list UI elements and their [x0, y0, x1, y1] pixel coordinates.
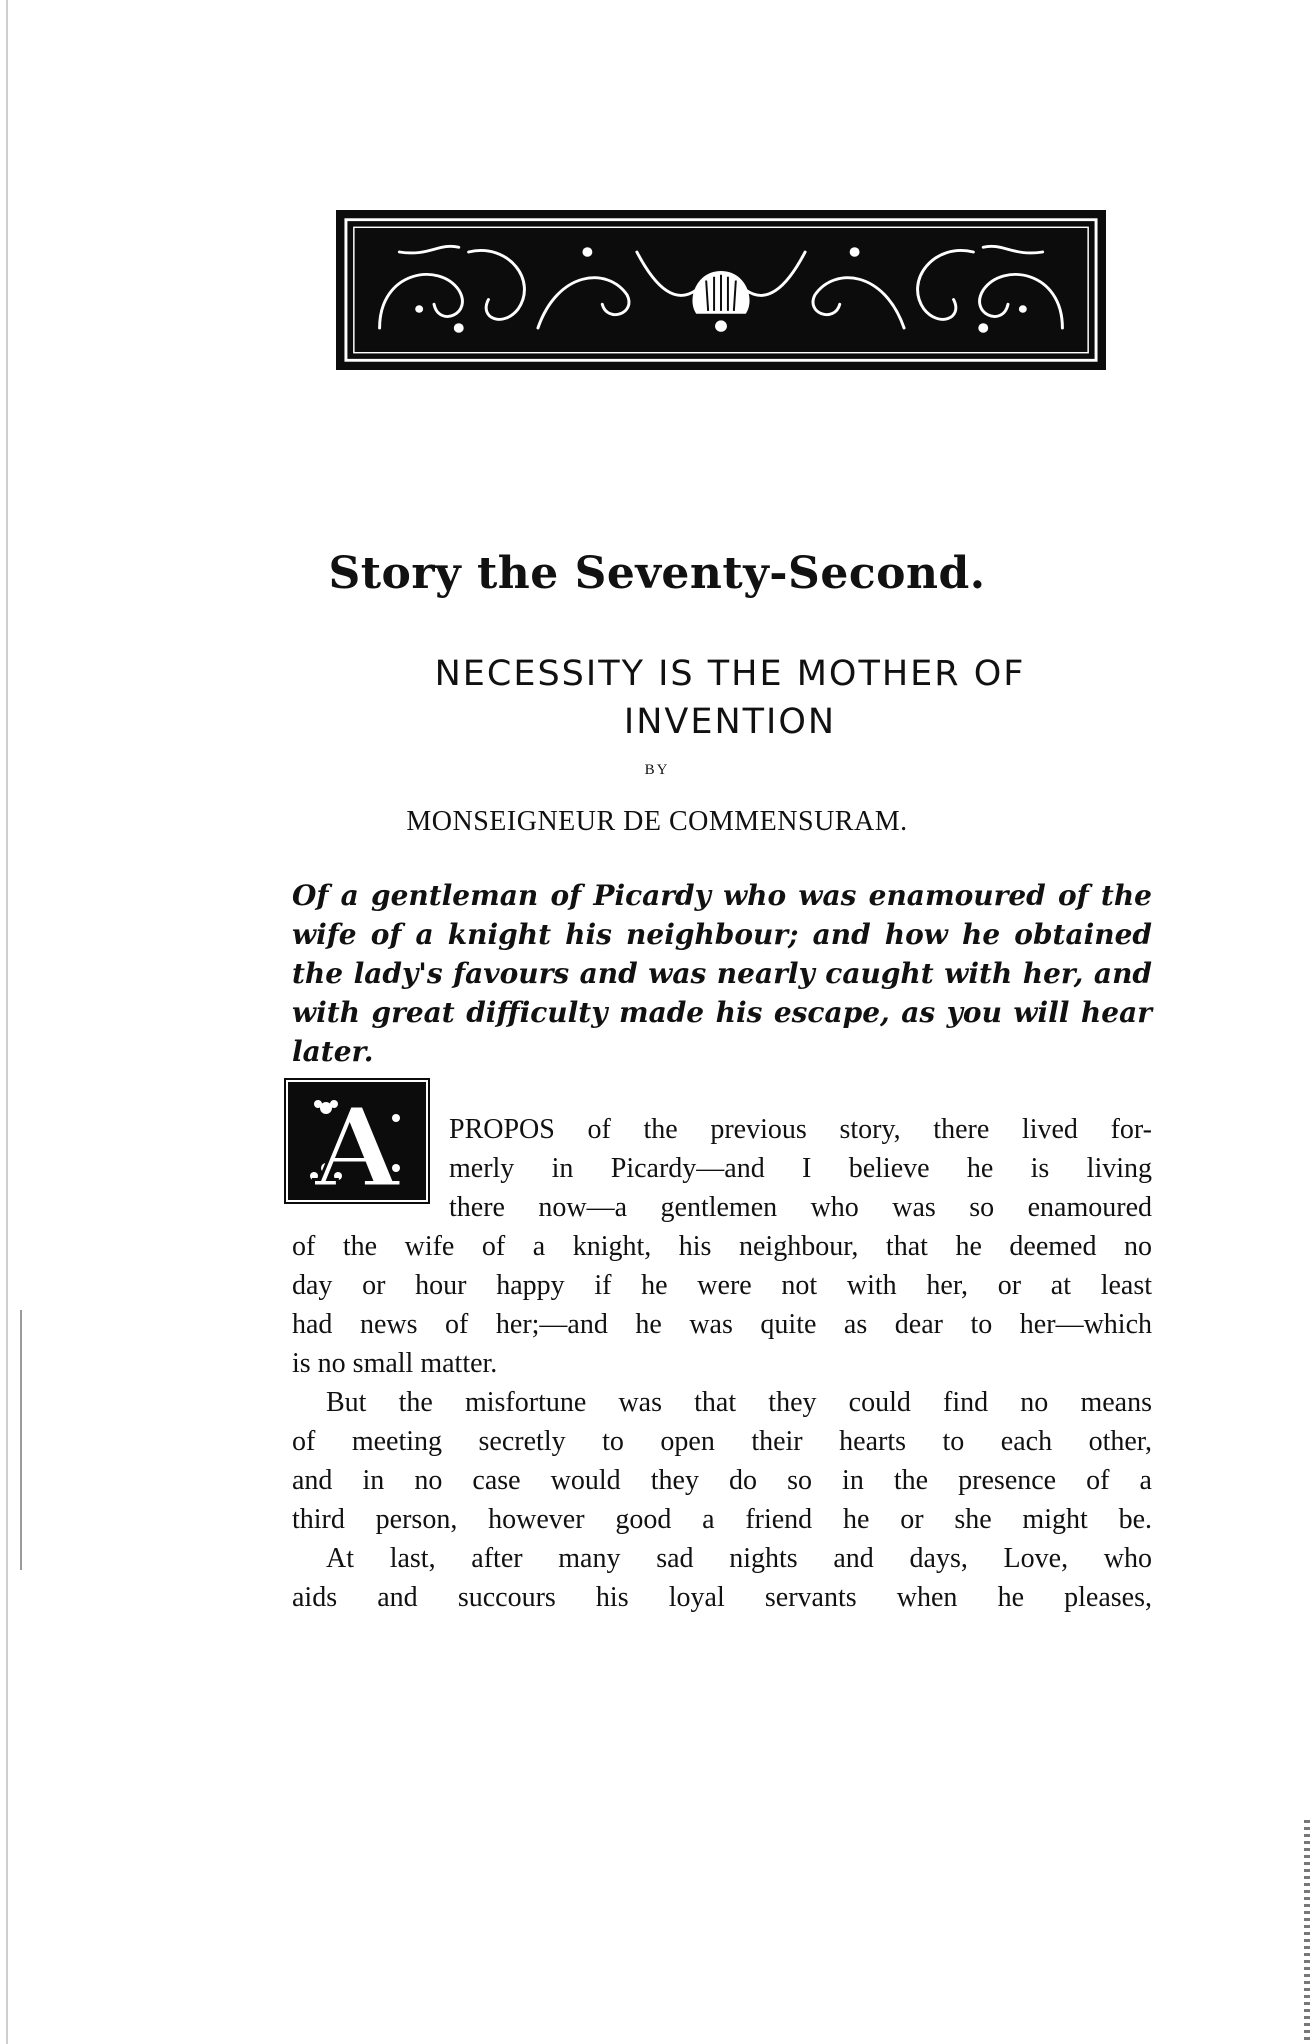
ornamental-header-banner [336, 210, 1106, 370]
chapter-title-line-1: NECESSITY IS THE MOTHER OF [434, 654, 1026, 694]
body-line-3: there now—a gentlemen who was so enamoured [449, 1192, 1152, 1223]
body-line-8: But the misfortune was that they could find no means [326, 1387, 1152, 1418]
chapter-title [330, 650, 1130, 746]
page-edge-right [1304, 1820, 1310, 2044]
page-edge-mark [20, 1310, 22, 1570]
story-title: Story the Seventy-Second. [328, 548, 986, 599]
body-line-5: day or hour happy if he were not with her, or at least [292, 1270, 1152, 1301]
by-label: BY [644, 762, 670, 778]
page-edge-left [6, 0, 8, 2044]
body-line-7: is no small matter. [292, 1348, 498, 1379]
body-line-6: had news of her;—and he was quite as dear to her—which [292, 1309, 1152, 1340]
chapter-title-line-2: INVENTION [623, 702, 837, 742]
drop-cap-letter: A [314, 1083, 400, 1204]
story-summary: Of a gentleman of Picardy who was enamoured of the wife of a knight his neighbour; and how he obtained the lady's favours and was nearly caught with her, and with great difficulty made his escape, as you will hear later. [292, 879, 1152, 1068]
body-line-4: of the wife of a knight, his neighbour, that he deemed no [292, 1231, 1152, 1262]
author-name: MONSEIGNEUR DE COMMENSURAM. [406, 806, 908, 837]
story-body [292, 1110, 1152, 1617]
body-line-1: PROPOS of the previous story, there lived for- [449, 1114, 1152, 1145]
body-line-11: third person, however good a friend he or she might be. [292, 1504, 1152, 1535]
body-line-13: aids and succours his loyal servants when he pleases, [292, 1582, 1152, 1613]
floral-scroll-ornament-icon [340, 214, 1102, 366]
body-line-10: and in no case would they do so in the presence of a [292, 1465, 1152, 1496]
body-line-12: At last, after many sad nights and days, Love, who [326, 1543, 1152, 1574]
body-line-2: merly in Picardy—and I believe he is living [449, 1153, 1152, 1184]
body-line-9: of meeting secretly to open their hearts to each other, [292, 1426, 1152, 1457]
